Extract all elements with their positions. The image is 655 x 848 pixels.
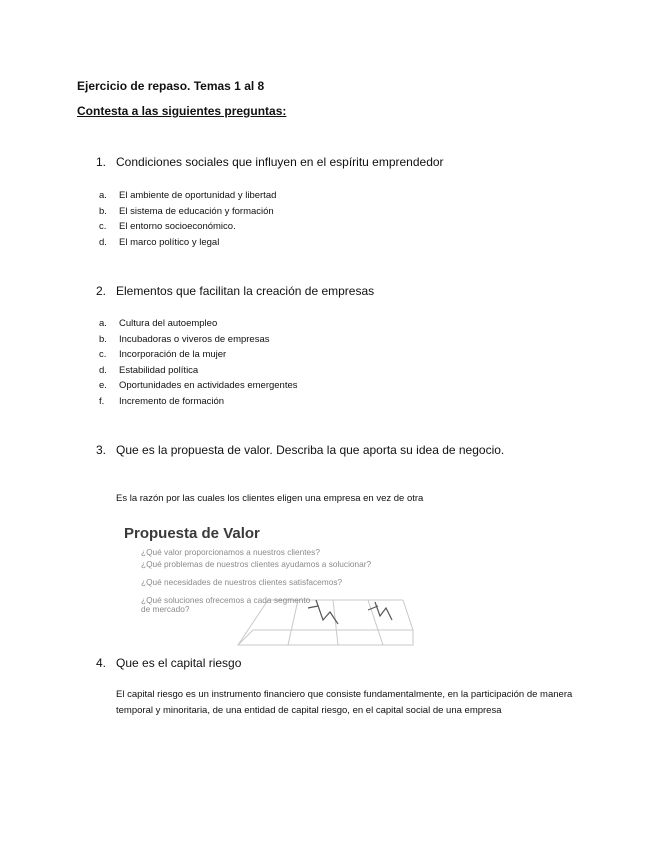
item-letter: c. <box>99 221 107 233</box>
item-letter: e. <box>99 380 107 392</box>
item-letter: b. <box>99 205 107 217</box>
item-text: Incremento de formación <box>119 395 225 407</box>
question-1-options <box>99 188 276 250</box>
item-letter: a. <box>99 318 107 329</box>
question-3-answer: Es la razón por las cuales los clientes eligen una empresa en vez de otra <box>116 493 424 504</box>
item-text: Estabilidad política <box>119 364 199 376</box>
list-item <box>99 378 298 394</box>
figure-question: ¿Qué valor proporcionamos a nuestros clientes? <box>141 547 320 557</box>
item-letter: c. <box>99 349 107 361</box>
item-text: El ambiente de oportunidad y libertad <box>119 190 277 201</box>
question-text: Condiciones sociales que influyen en el espíritu emprendedor <box>116 155 444 169</box>
figure-question: ¿Qué problemas de nuestros clientes ayudamos a solucionar? <box>141 559 372 569</box>
item-text: Cultura del autoempleo <box>119 318 218 329</box>
question-number: 2. <box>96 284 107 298</box>
list-item <box>99 188 276 204</box>
list-item <box>99 219 276 235</box>
item-text: El sistema de educación y formación <box>119 205 274 217</box>
list-item <box>99 204 276 220</box>
figure-question: ¿Qué soluciones ofrecemos a cada segmento de mercado? <box>141 595 311 614</box>
question-2 <box>96 284 374 298</box>
list-item <box>99 332 298 348</box>
document-subtitle: Contesta a las siguientes preguntas: <box>77 104 287 118</box>
question-3 <box>96 443 504 457</box>
question-1 <box>96 155 444 169</box>
question-4 <box>96 656 241 670</box>
item-text: Incubadoras o viveros de empresas <box>119 333 270 345</box>
list-item <box>99 363 298 379</box>
list-item <box>99 394 298 410</box>
item-text: Incorporación de la mujer <box>119 349 227 361</box>
figure-question: ¿Qué necesidades de nuestros clientes satisfacemos? <box>141 577 343 587</box>
list-item <box>99 347 298 363</box>
question-text: Que es la propuesta de valor. Describa la que aporta su idea de negocio. <box>116 443 505 457</box>
figure-title: Propuesta de Valor <box>124 525 260 542</box>
question-2-options <box>99 316 298 410</box>
question-4-answer: El capital riesgo es un instrumento financiero que consiste fundamentalmente, en la participación de manera temporal y minoritaria, de una entidad de capital riesgo, en el capital social de una empresa <box>116 689 573 716</box>
item-letter: f. <box>99 395 105 407</box>
question-number: 1. <box>96 155 107 169</box>
item-letter: d. <box>99 236 107 248</box>
item-letter: d. <box>99 364 107 376</box>
item-letter: b. <box>99 333 107 345</box>
question-text: Que es el capital riesgo <box>116 656 242 670</box>
item-text: Oportunidades en actividades emergentes <box>119 380 298 392</box>
item-text: El marco político y legal <box>119 236 220 248</box>
question-number: 3. <box>96 443 107 457</box>
question-number: 4. <box>96 656 107 670</box>
question-text: Elementos que facilitan la creación de empresas <box>116 284 375 298</box>
value-proposition-figure <box>118 520 418 648</box>
document-title: Ejercicio de repaso. Temas 1 al 8 <box>77 79 265 93</box>
list-item <box>99 316 298 332</box>
list-item <box>99 235 276 251</box>
item-letter: a. <box>99 190 107 201</box>
item-text: El entorno socioeconómico. <box>119 221 236 233</box>
